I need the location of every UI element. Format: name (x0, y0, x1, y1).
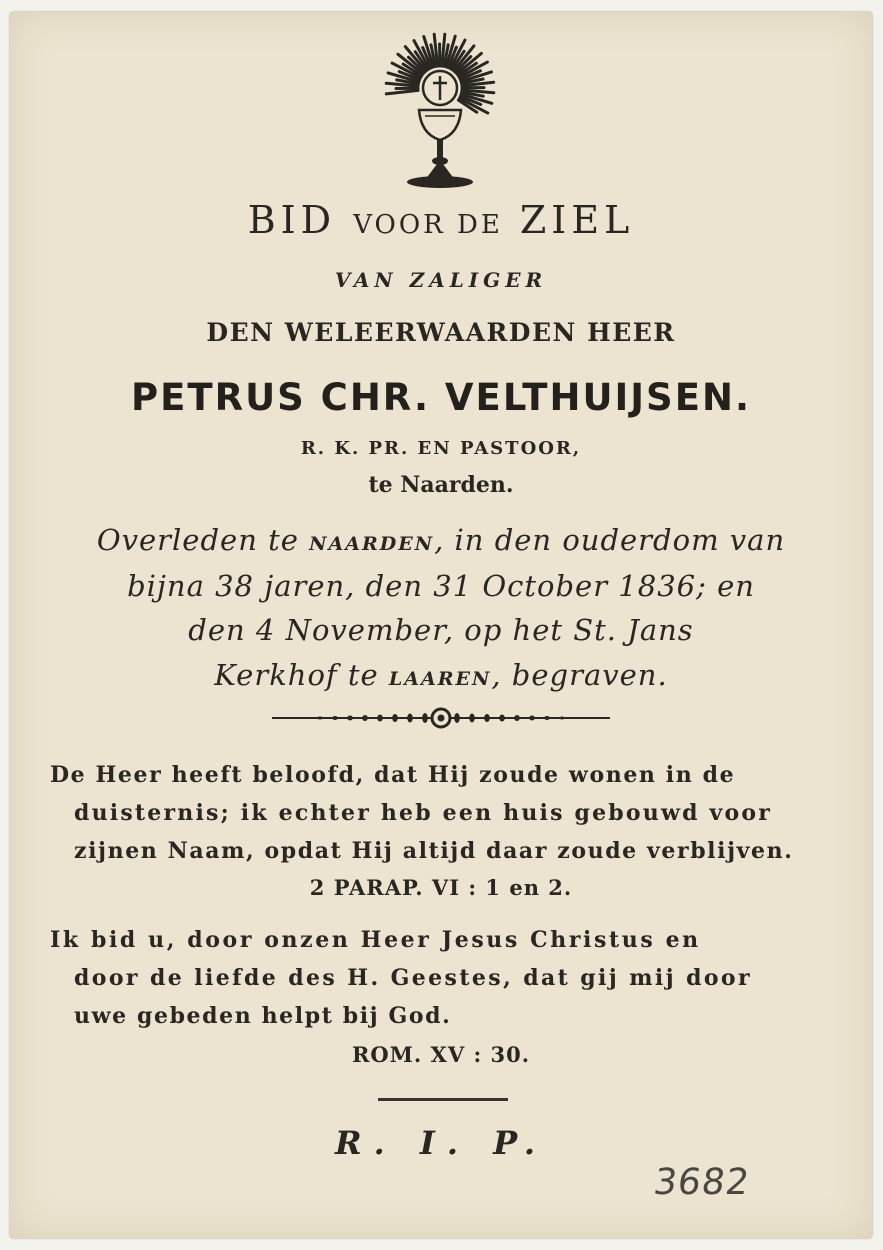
verse-2-line-3: uwe gebeden helpt bij God. (74, 1003, 452, 1029)
deceased-place: te Naarden. (368, 472, 514, 498)
ornamental-divider (272, 707, 610, 729)
verse-2-reference: ROM. XV : 30. (351, 1042, 531, 1067)
heading-weleerwaarden-heer: DEN WELEERWAARDEN HEER (206, 318, 676, 347)
verse-1-line-1: De Heer heeft beloofd, dat Hij zoude wonen in de (50, 762, 736, 788)
death-place: NAARDEN (309, 533, 435, 555)
death-notice-text: Kerkhof te (214, 658, 389, 692)
death-notice-line-2: bijna 38 jaren, den 31 October 1836; en (127, 569, 755, 603)
burial-place: LAAREN (388, 668, 492, 690)
death-notice-text: , in den ouderdom van (434, 523, 786, 557)
verse-2-line-1: Ik bid u, door onzen Heer Jesus Christus en (50, 927, 701, 953)
memorial-card (10, 12, 872, 1238)
heading-van-zaliger: VAN ZALIGER (334, 268, 548, 292)
verse-1-reference: 2 PARAP. VI : 1 en 2. (309, 875, 573, 900)
closing-rule (378, 1098, 508, 1101)
deceased-name: PETRUS CHR. VELTHUIJSEN. (130, 376, 752, 419)
handwritten-inventory-number: 3682 (651, 1162, 753, 1203)
death-notice-line-4 (10, 658, 872, 692)
rip-closing: R. I. P. (334, 1124, 548, 1162)
death-notice-text: Overleden te (96, 523, 310, 557)
verse-1-line-3: zijnen Naam, opdat Hij altijd daar zoude verblijven. (74, 838, 794, 864)
death-notice-line-3: den 4 November, op het St. Jans (188, 613, 694, 647)
verse-2-line-2: door de liefde des H. Geestes, dat gij mij door (74, 965, 752, 991)
deceased-title: R. K. PR. EN PASTOOR, (300, 438, 582, 459)
death-notice-line-1 (10, 523, 872, 557)
heading-words-voor-de: VOOR DE (353, 210, 503, 240)
chalice-with-host-icon (383, 30, 498, 192)
death-notice-text: , begraven. (491, 658, 668, 692)
verse-1-line-2: duisternis; ik echter heb een huis gebouwd voor (74, 800, 773, 826)
heading-word-bid: BID (247, 198, 337, 242)
heading-bid-voor-de-ziel (10, 198, 872, 242)
heading-word-ziel: ZIEL (519, 198, 635, 242)
